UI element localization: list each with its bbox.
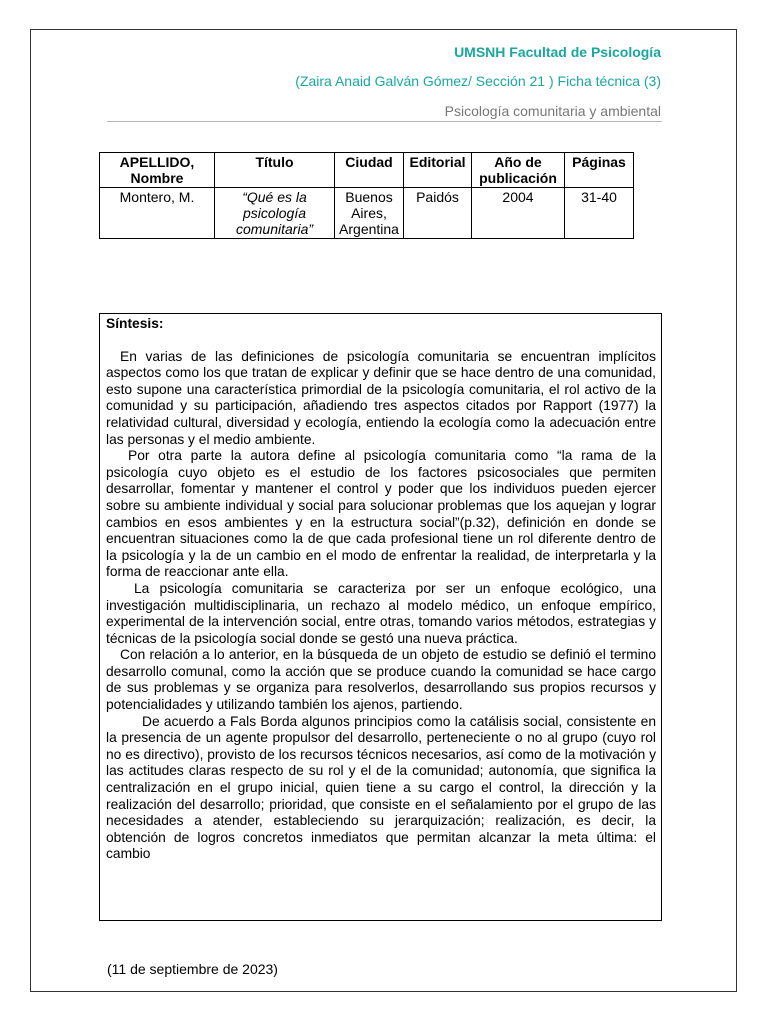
cell-publisher: Paidós: [404, 188, 472, 239]
col-header-pages: Páginas: [565, 153, 634, 188]
table-header-row: [100, 153, 634, 188]
synthesis-title: Síntesis:: [106, 316, 164, 331]
header-divider: [107, 121, 662, 122]
col-header-city: Ciudad: [335, 153, 404, 188]
cell-title: “Qué es la psicología comunitaria”: [215, 188, 335, 239]
cell-author: Montero, M.: [100, 188, 215, 239]
col-header-publisher: Editorial: [404, 153, 472, 188]
synthesis-paragraph: De acuerdo a Fals Borda algunos principios como la catálisis social, consistente en la presencia de un agente propulsor del desarrollo, perteneciente o no al grupo (cuyo rol no es directivo), provisto de los recursos técnicos necesarios, así como de la motivación y las actitudes claras respecto de su rol y el de la comunidad; autonomía, que significa la centralización en el grupo inicial, quien tiene a su cargo el control, la dirección y la realización del desarrollo; prioridad, que consiste en el señalamiento por el grupo de las necesidades a atender, estableciendo su jerarquización; realización, es decir, la obtención de logros concretos inmediatos que permitan alcanzar la meta última: el cambio: [106, 713, 656, 862]
table-row: [100, 188, 634, 239]
cell-pages: 31-40: [565, 188, 634, 239]
synthesis-paragraph: Con relación a lo anterior, en la búsqueda de un objeto de estudio se definió el termino desarrollo comunal, como la acción que se produce cuando la comunidad se hace cargo de sus problemas y se organiza para resolverlos, desarrollando sus propios recursos y potencialidades y utilizando también los ajenos, partiendo.: [106, 647, 656, 713]
institution-title: UMSNH Facultad de Psicología: [454, 44, 661, 60]
cell-year: 2004: [472, 188, 565, 239]
author-subtitle: (Zaira Anaid Galván Gómez/ Sección 21 ) Ficha técnica (3): [295, 73, 661, 89]
synthesis-paragraph: La psicología comunitaria se caracteriza por ser un enfoque ecológico, una investigación multidisciplinaria, un rechazo al modelo médico, un enfoque empírico, experimental de la intervención social, entre otras, tomando varios métodos, estrategias y técnicas de la psicología social donde se gestó una nueva práctica.: [106, 580, 656, 646]
synthesis-box: [99, 313, 662, 921]
cell-city: Buenos Aires, Argentina: [335, 188, 404, 239]
synthesis-paragraph: Por otra parte la autora define al psicología comunitaria como “la rama de la psicología cuyo objeto es el estudio de los factores psicosociales que permiten desarrollar, fomentar y mantener el control y poder que los individuos pueden ejercer sobre su ambiente individual y social para solucionar problemas que los aquejan y lograr cambios en esos ambientes y en la estructura social”(p.32), definición en donde se encuentran situaciones como la de que cada profesional tiene un rol diferente dentro de la psicología y la de un cambio en el modo de enfrentar la realidad, de interpretarla y la forma de reaccionar ante ella.: [106, 448, 656, 580]
col-header-year: Año de publicación: [472, 153, 565, 188]
course-name: Psicología comunitaria y ambiental: [444, 103, 661, 119]
reference-table: [99, 152, 634, 239]
col-header-author: APELLIDO, Nombre: [100, 153, 215, 188]
synthesis-paragraph: En varias de las definiciones de psicología comunitaria se encuentran implícitos aspectos como los que tratan de explicar y definir que se hace dentro de una comunidad, esto supone una característica primordial de la psicología comunitaria, el rol activo de la comunidad y su participación, añadiendo tres aspectos citados por Rapport (1977) la relatividad cultural, diversidad y ecología, entiendo la ecología como la adecuación entre las personas y el medio ambiente.: [106, 348, 656, 447]
document-date: (11 de septiembre de 2023): [107, 961, 278, 977]
col-header-title: Título: [215, 153, 335, 188]
